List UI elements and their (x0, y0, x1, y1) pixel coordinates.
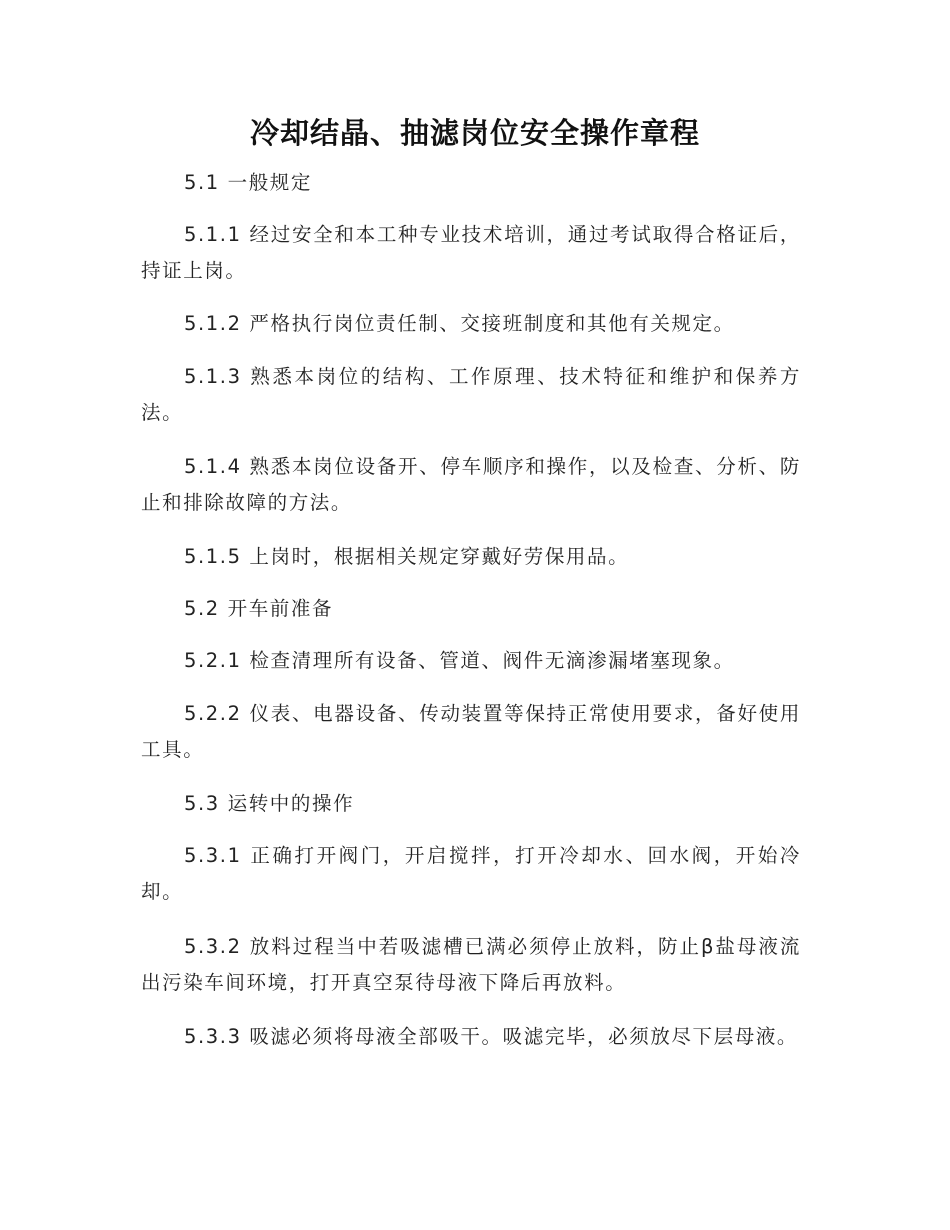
section-heading-5-1: 5.1 一般规定 (184, 171, 313, 194)
paragraph-5-3-3: 5.3.3 吸滤必须将母液全部吸干。吸滤完毕，必须放尽下层母液。 (184, 1025, 799, 1048)
paragraph-5-3-1: 5.3.1 正确打开阀门，开启搅拌，打开冷却水、回水阀，开始冷却。 (141, 844, 801, 903)
document-title: 冷却结晶、抽滤岗位安全操作章程 (249, 116, 700, 150)
paragraph-5-1-4: 5.1.4 熟悉本岗位设备开、停车顺序和操作，以及检查、分析、防止和排除故障的方法。 (141, 455, 801, 514)
paragraph-5-1-1: 5.1.1 经过安全和本工种专业技术培训，通过考试取得合格证后，持证上岗。 (141, 223, 801, 282)
paragraph-5-3-2: 5.3.2 放料过程当中若吸滤槽已满必须停止放料，防止β盐母液流出污染车间环境，打开真空泵待母液下降后再放料。 (141, 935, 801, 994)
section-heading-5-3: 5.3 运转中的操作 (184, 792, 355, 815)
paragraph-5-2-1: 5.2.1 检查清理所有设备、管道、阀件无滴渗漏堵塞现象。 (184, 649, 735, 672)
paragraph-5-1-2: 5.1.2 严格执行岗位责任制、交接班制度和其他有关规定。 (184, 312, 735, 335)
paragraph-5-1-3: 5.1.3 熟悉本岗位的结构、工作原理、技术特征和维护和保养方法。 (141, 365, 801, 424)
paragraph-5-1-5: 5.1.5 上岗时，根据相关规定穿戴好劳保用品。 (184, 545, 630, 568)
section-heading-5-2: 5.2 开车前准备 (184, 597, 334, 620)
paragraph-5-2-2: 5.2.2 仪表、电器设备、传动装置等保持正常使用要求，备好使用工具。 (141, 702, 801, 761)
